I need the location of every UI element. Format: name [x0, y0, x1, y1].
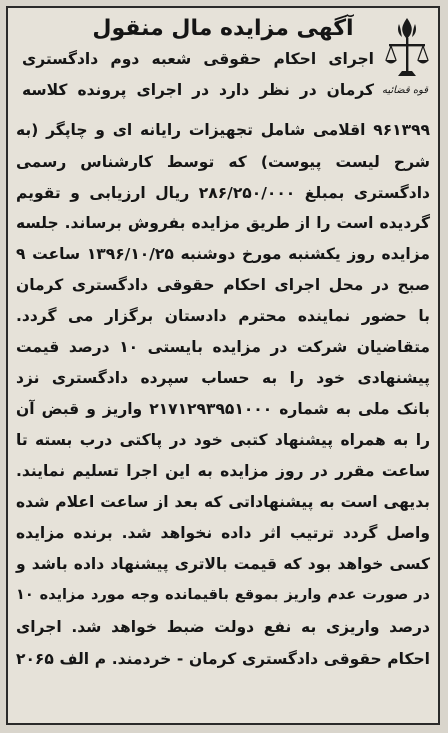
body-line: گردیده است را از طریق مزایده بفروش برساند. جلسه [16, 214, 430, 232]
auction-notice [6, 6, 440, 725]
body-line: دادگستری بمبلغ ۲۸۶/۲۵۰/۰۰۰ ریال ارزیابی و تقویم [16, 184, 430, 202]
body-line: اجرای احکام حقوقی شعبه دوم دادگستری [22, 50, 374, 68]
body-line: احکام حقوقی دادگستری کرمان - خردمند. م الف ۲۰۶۵ [16, 650, 430, 668]
body-line: بانک ملی به شماره ۲۱۷۱۲۹۳۹۵۱۰۰۰ واریز و قبض آن [16, 400, 430, 418]
body-line: متقاضیان شرکت در مزایده بایستی ۱۰ درصد قیمت [16, 338, 430, 356]
notice-title: آگهی مزایده مال منقول [92, 16, 354, 41]
body-line: درصد واریزی به نفع دولت ضبط خواهد شد. اجرای [16, 618, 430, 636]
emblem-caption: قوه قضائیه [381, 85, 429, 96]
scales-of-justice-icon [384, 14, 430, 86]
body-line: واصل گردد ترتیب اثر داده نخواهد شد. برنده مزایده [16, 524, 430, 542]
body-line: در صورت عدم واریز بموقع باقیمانده وجه مورد مزایده ۱۰ [16, 587, 430, 603]
body-line: شرح لیست پیوست) که توسط کارشناس رسمی [16, 153, 430, 171]
body-line: ساعت مقرر در روز مزایده به این اجرا تسلیم نمایند. [16, 462, 430, 480]
body-line: کسی خواهد بود که قیمت بالاتری پیشنهاد داده باشد و [16, 555, 430, 573]
body-line: را به همراه پیشنهاد کتبی خود در پاکتی درب بسته تا [16, 431, 430, 449]
body-line: صبح در محل اجرای احکام حقوقی دادگستری کرمان [16, 276, 430, 294]
body-line: ۹۶۱۳۹۹ اقلامی شامل تجهیزات رایانه ای و چاپگر (به [16, 121, 430, 139]
body-line: بدیهی است به پیشنهاداتی که بعد از ساعت اعلام شده [16, 493, 430, 511]
judiciary-emblem [381, 14, 430, 106]
body-line: کرمان در نظر دارد در اجرای پرونده کلاسه [22, 81, 374, 99]
body-line: مزایده روز یکشنبه مورخ دوشنبه ۱۳۹۶/۱۰/۲۵ ساعت ۹ [16, 245, 430, 263]
body-line: پیشنهادی خود را به حساب سپرده دادگستری نزد [16, 369, 430, 387]
body-line: با حضور نماینده محترم دادستان برگزار می گردد. [16, 307, 430, 325]
